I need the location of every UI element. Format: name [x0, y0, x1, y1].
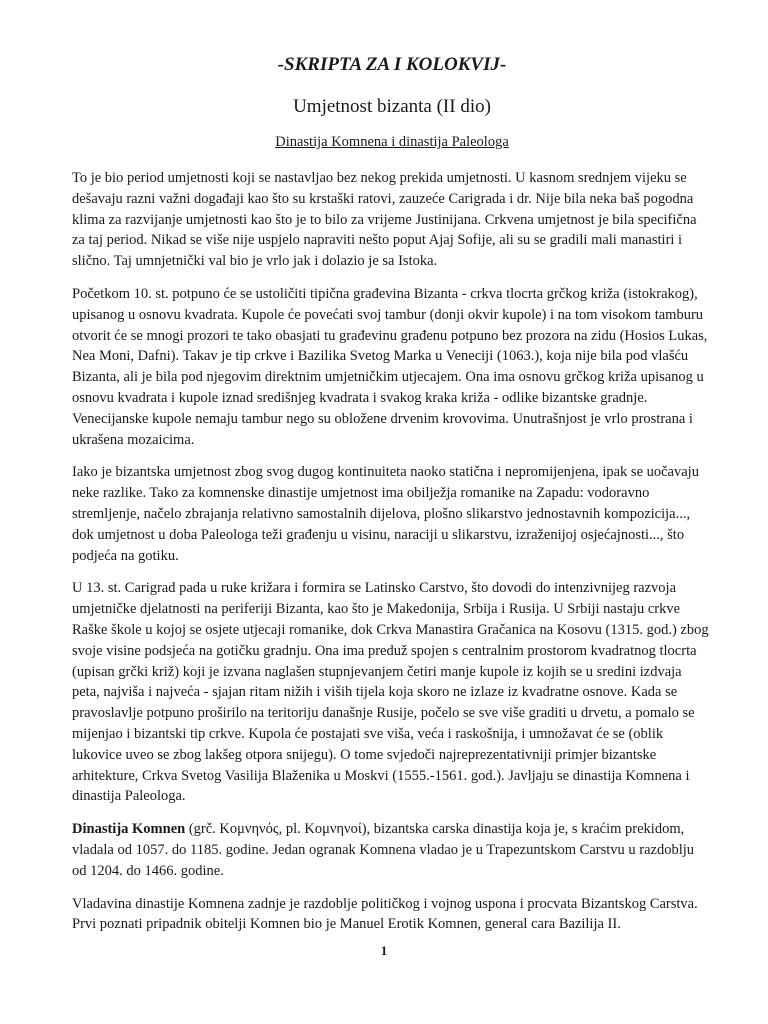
- komnen-heading: Dinastija Komnen: [72, 821, 186, 838]
- komnen-text: (grč. Κομνηνός, pl. Κομνηνοί), bizantska carska dinastija koja je, s kraćim prekidom, vladala od 1057. do 1185. godine. Jedan ogranak Komnena vladao je u Trapezuntskom Carstvu u razdoblju od 1204. do 1466. godine.: [72, 821, 695, 879]
- paragraph-13th-century: U 13. st. Carigrad pada u ruke križara i formira se Latinsko Carstvo, što dovodi do intenzivnijeg razvoja umjetničke djelatnosti na periferiji Bizanta, kao što je Makedonija, Srbija i Rusija. U Srbiji nastaju crkve Raške škole u kojoj se osjete utjecaji romanike, dok Crkva Manastira Gračanica na Kosovu (1315. god.) zbog svoje visine podsjeća na gotičku gradnju. Ona ima preduž spojen s centralnim prostorom kvadratnog tlocrta (upisan grčki križ) koji je izvana naglašen stupnjevanjem četiri manje kupole iz kojih se u sredini izdvaja peta, najviša i najveća - sjajan ritam nižih i viših tijela koja skoro ne izlaze iz kvadratne osnove. Kada se pravoslavlje potpuno proširilo na teritoriju današnje Rusije, počelo se sve više graditi u drvetu, a pomalo se mijenjao i bizantski tip crkve. Kupola će postajati sve viša, veća i raskošnija, i umnožavat će se (oblik lukovice uveo se zbog lakšeg otpora snijegu). O tome svjedoči najreprezentativniji primjer bizantske arhitekture, Crkva Svetog Vasilija Blaženika u Moskvi (1555.-1561. god.). Javljaju se dinastija Komnena i dinastija Paleologa.: [72, 580, 709, 805]
- paragraph-komnen-dynasty: [72, 819, 712, 881]
- document-title: -SKRIPTA ZA I KOLOKVIJ-: [277, 54, 507, 75]
- page-number: 1: [380, 943, 388, 958]
- paragraph-komnen-rule: Vladavina dinastije Komnena zadnje je razdoblje političkog i vojnog uspona i procvata Bizantskog Carstva. Prvi poznati pripadnik obitelji Komnen bio je Manuel Erotik Komnen, general cara Bazilija II.: [72, 895, 698, 933]
- document-page: [72, 52, 712, 947]
- paragraph-differences: Iako je bizantska umjetnost zbog svog dugog kontinuiteta naoko statična i nepromijenjena, ipak se uočavaju neke razlike. Tako za komnenske dinastije umjetnost ima obilježja romanike na Zapadu: vodoravno stremljenje, načelo zbrajanja relativno samostalnih dijelova, plošno slikarstvo jednostavnih kompozicija..., dok umjetnost u doba Paleologa teži građenju u visinu, naraciji u slikarstvu, izraženijoj osjećajnosti..., što podjeća na gotiku.: [72, 464, 699, 564]
- paragraph-intro: To je bio period umjetnosti koji se nastavljao bez nekog prekida umjetnosti. U kasnom srednjem vijeku se dešavaju razni važni događaji kao što su krstaški ratovi, zauzeće Carigrada i dr. Nije bila neka baš pogodna klima za razvijanje umjetnosti kao što je to bilo za vrijeme Justinijana. Crkvena umjetnost je bila specifična za taj period. Nikad se više nije uspjelo napraviti nešto poput Ajaj Sofije, ali su se gradili mali manastiri i slično. Taj umnjetnički val bio je vrlo jak i dolazio je sa Istoka.: [72, 170, 697, 270]
- paragraph-greek-cross: Početkom 10. st. potpuno će se ustoličiti tipična građevina Bizanta - crkva tlocrta grčkog križa (istokrakog), upisanog u osnovu kvadrata. Kupole će povećati svoj tambur (donji okvir kupole) i na tom visokom tamburu otvorit će se mnogi prozori te tako obasjati tu građevinu građenu potpuno bez prozora na zidu (Hosios Lukas, Nea Moni, Dafni). Takav je tip crkve i Bazilika Svetog Marka u Veneciji (1063.), koja nije bila pod vlašću Bizanta, ali je bila pod njegovim direktnim umjetničkim utjecajem. Ona ima osnovu grčkog križa upisanog u osnovu kvadrata i kupole iznad središnjeg kvadrata i svakog kraka križa - odlike bizantske gradnje. Venecijanske kupole nemaju tambur nego su obložene drvenim krovovima. Unutrašnjost je vrlo prostrana i ukrašena mozaicima.: [72, 285, 708, 448]
- document-subtitle: Umjetnost bizanta (II dio): [293, 96, 491, 117]
- section-heading: Dinastija Komnena i dinastija Paleologa: [275, 134, 509, 150]
